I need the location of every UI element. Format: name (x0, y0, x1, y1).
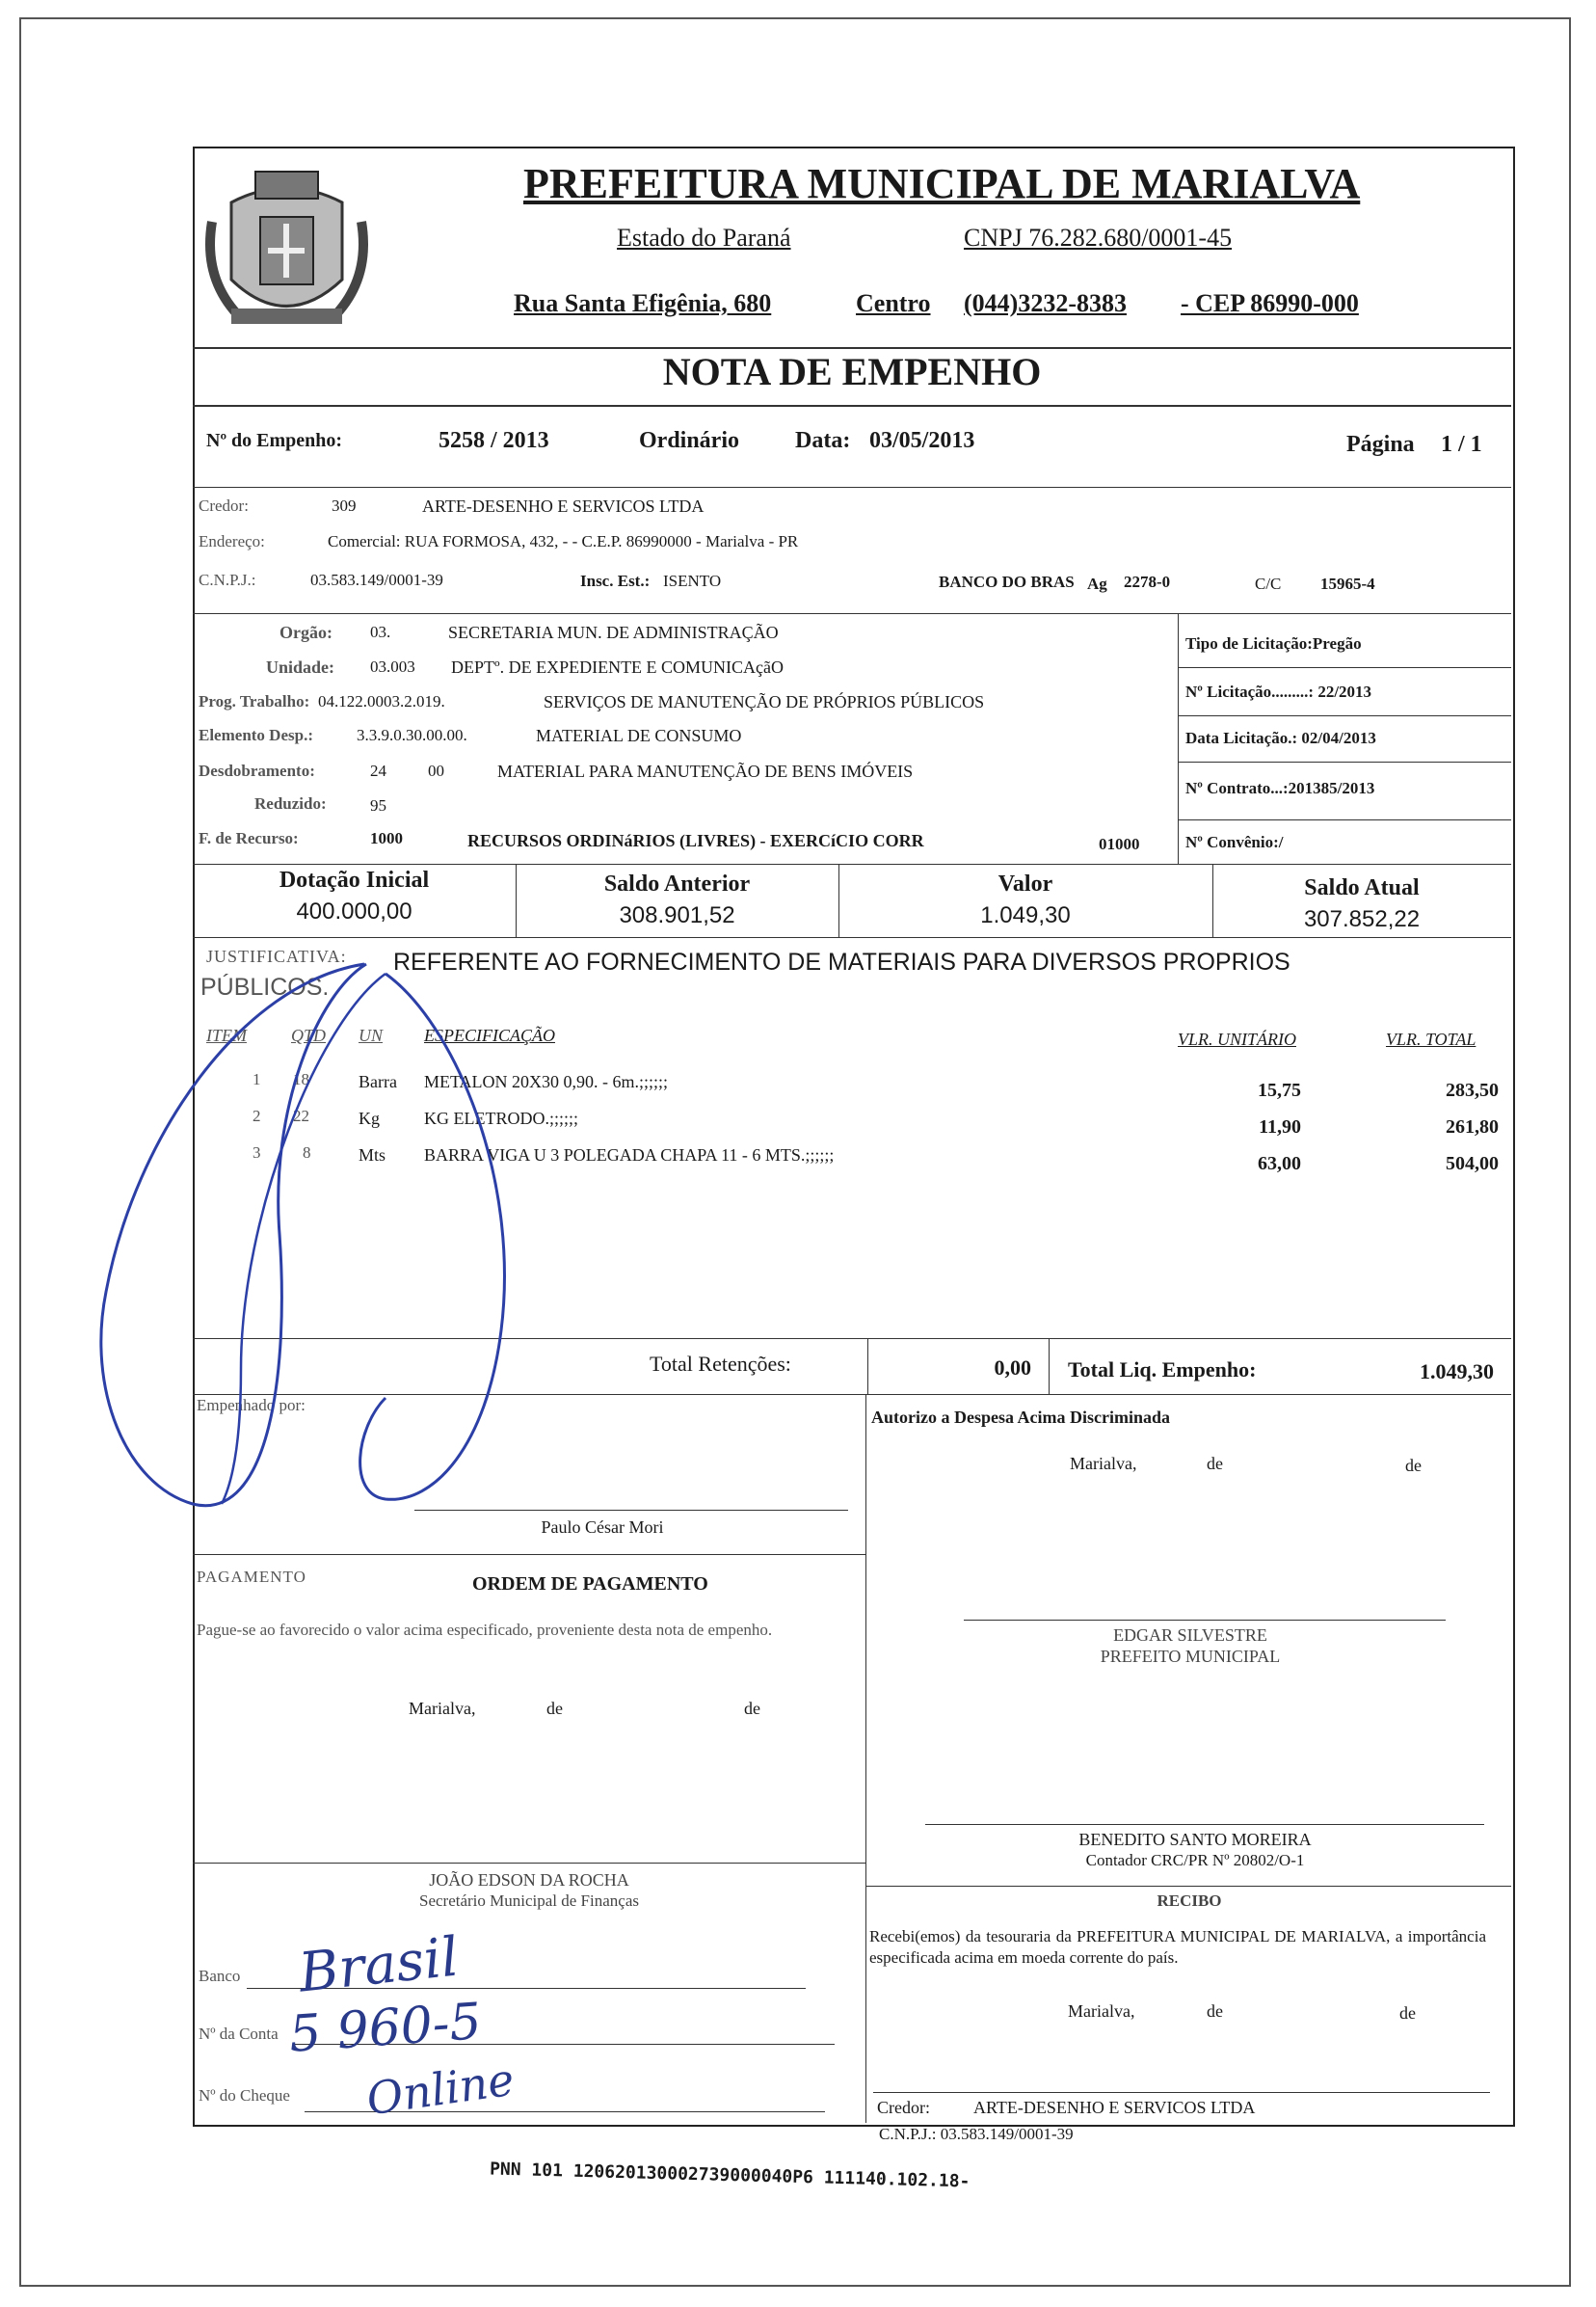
header-cnpj: CNPJ 76.282.680/0001-45 (964, 224, 1233, 252)
pagamento-de1: de (546, 1699, 563, 1718)
pagamento-label: PAGAMENTO (197, 1568, 306, 1586)
dotacao-inicial-label: Dotação Inicial (279, 868, 430, 893)
item-qtd: 8 (303, 1143, 311, 1162)
credor-bank: BANCO DO BRAS (939, 573, 1075, 591)
contador-name: BENEDITO SANTO MOREIRA (1078, 1830, 1312, 1849)
banco-label: Banco (199, 1967, 241, 1985)
conta-label: Nº da Conta (199, 2025, 279, 2043)
pagamento-de2: de (744, 1699, 760, 1718)
prog-name: SERVIÇOS DE MANUTENÇÃO DE PRÓPRIOS PÚBLICOS (544, 692, 985, 711)
header-cep: - CEP 86990-000 (1181, 289, 1359, 317)
handwritten-conta: 5 960-5 (287, 1993, 484, 2064)
items-header-un: UN (359, 1026, 384, 1045)
item-un: Barra (359, 1072, 397, 1091)
reduzido-label: Reduzido: (254, 794, 327, 813)
licitacao-convenio: Nº Convênio:/ (1185, 833, 1284, 851)
autorizo-city: Marialva, (1070, 1454, 1137, 1473)
items-header-qtd: QTD (291, 1026, 327, 1045)
ordem-pagamento-label: ORDEM DE PAGAMENTO (472, 1573, 708, 1595)
credor-code-label: Credor: (199, 496, 249, 515)
credor-code: 309 (332, 496, 357, 515)
credor-cnpj: 03.583.149/0001-39 (310, 571, 443, 589)
credor-sign-label: Credor: (877, 2098, 930, 2117)
dotacao-inicial-value: 400.000,00 (296, 899, 412, 925)
header-phone: (044)3232-8383 (964, 289, 1127, 317)
autorizo-de1: de (1207, 1454, 1223, 1473)
items-header-total: VLR. TOTAL (1386, 1030, 1476, 1049)
autorizo-text: Autorizo a Despesa Acima Discriminada (871, 1408, 1170, 1427)
pagamento-city: Marialva, (409, 1699, 476, 1718)
credor-name: ARTE-DESENHO E SERVICOS LTDA (422, 496, 705, 516)
credor-account: 15965-4 (1320, 575, 1375, 593)
item-qtd: 18 (293, 1070, 309, 1088)
licitacao-numero: Nº Licitação.........: 22/2013 (1185, 683, 1372, 701)
item-unit-value: 63,00 (1258, 1153, 1301, 1174)
item-spec: METALON 20X30 0,90. - 6m.;;;;;; (424, 1072, 669, 1091)
licitacao-tipo: Tipo de Licitação:Pregão (1185, 634, 1362, 653)
unidade-code: 03.003 (370, 657, 415, 676)
total-liquido-value: 1.049,30 (1420, 1359, 1494, 1383)
secretario-title: Secretário Municipal de Finanças (418, 1891, 639, 1910)
unidade-label: Unidade: (266, 657, 335, 677)
municipal-crest-icon (202, 164, 371, 347)
prog-code: 04.122.0003.2.019. (318, 692, 445, 711)
recibo-text: Recebi(emos) da tesouraria da PREFEITURA MUNICIPAL DE MARIALVA, a importância especificada acima em moeda corrente do país. (869, 1927, 1486, 1967)
handwritten-banco: Brasil (296, 1925, 462, 2005)
elemento-name: MATERIAL DE CONSUMO (536, 726, 742, 745)
item-spec: BARRA VIGA U 3 POLEGADA CHAPA 11 - 6 MTS.;;;;;; (424, 1145, 835, 1165)
recurso-code2: 01000 (1099, 835, 1140, 853)
credor-address: Comercial: RUA FORMOSA, 432, - - C.E.P. 86990000 - Marialva - PR (328, 532, 799, 550)
licitacao-data: Data Licitação.: 02/04/2013 (1185, 729, 1376, 747)
empenhado-label: Empenhado por: (197, 1396, 306, 1414)
valor-value: 1.049,30 (980, 902, 1071, 928)
items-header-item: ITEM (206, 1026, 247, 1045)
total-retencoes-label: Total Retenções: (650, 1352, 791, 1376)
page-label: Página (1346, 432, 1415, 457)
credor-agency-label: Ag (1087, 575, 1107, 593)
empenho-type: Ordinário (639, 428, 740, 453)
saldo-anterior-label: Saldo Anterior (603, 872, 751, 897)
desdobramento-label: Desdobramento: (199, 762, 315, 780)
item-number: 3 (253, 1143, 261, 1162)
justificativa-text-line2: PÚBLICOS. (200, 974, 330, 1001)
credor-address-label: Endereço: (199, 532, 265, 550)
orgao-name: SECRETARIA MUN. DE ADMINISTRAÇÃO (448, 623, 779, 642)
empenho-number: 5258 / 2013 (439, 428, 549, 453)
elemento-code: 3.3.9.0.30.00.00. (357, 726, 467, 744)
total-liquido-label: Total Liq. Empenho: (1068, 1357, 1257, 1382)
credor-cnpj-label: C.N.P.J.: (199, 571, 256, 589)
item-unit-value: 15,75 (1258, 1080, 1301, 1101)
total-retencoes-value: 0,00 (994, 1355, 1031, 1380)
item-number: 2 (253, 1107, 261, 1125)
saldo-atual-value: 307.852,22 (1303, 906, 1421, 932)
header-title: PREFEITURA MUNICIPAL DE MARIALVA (523, 160, 1361, 207)
reduzido-code: 95 (370, 796, 386, 815)
recibo-city: Marialva, (1068, 2001, 1135, 2021)
document-title: NOTA DE EMPENHO (662, 350, 1042, 393)
item-qtd: 22 (293, 1107, 309, 1125)
item-total-value: 504,00 (1446, 1153, 1499, 1174)
header-district: Centro (856, 289, 931, 317)
prefeito-name: EDGAR SILVESTRE (1113, 1625, 1267, 1645)
empenho-date: 03/05/2013 (869, 428, 975, 453)
item-total-value: 261,80 (1446, 1116, 1499, 1138)
credor-insc: ISENTO (663, 572, 722, 590)
empenhado-name: Paulo César Mori (541, 1517, 664, 1537)
item-spec: KG ELETRODO.;;;;;; (424, 1109, 578, 1128)
saldo-atual-label: Saldo Atual (1304, 875, 1420, 900)
recibo-de2: de (1399, 2003, 1416, 2023)
recibo-de1: de (1207, 2001, 1223, 2021)
recibo-label: RECIBO (1157, 1891, 1222, 1910)
desdobramento-code: 24 (370, 762, 386, 780)
saldo-anterior-value: 308.901,52 (619, 902, 735, 928)
unidade-name: DEPTº. DE EXPEDIENTE E COMUNICAçãO (451, 657, 785, 677)
empenho-date-label: Data: (795, 428, 851, 453)
item-number: 1 (253, 1070, 261, 1088)
licitacao-contrato: Nº Contrato...:201385/2013 (1185, 779, 1375, 797)
item-total-value: 283,50 (1446, 1080, 1499, 1101)
autorizo-de2: de (1405, 1456, 1422, 1475)
credor-sign-cnpj: C.N.P.J.: 03.583.149/0001-39 (879, 2125, 1074, 2143)
header-address: Rua Santa Efigênia, 680 (514, 289, 772, 317)
recurso-label: F. de Recurso: (199, 829, 299, 847)
prog-label: Prog. Trabalho: (199, 692, 310, 711)
item-un: Kg (359, 1109, 380, 1128)
desdobramento-sub: 00 (428, 762, 444, 780)
items-header-unit: VLR. UNITÁRIO (1178, 1030, 1296, 1049)
page-number: 1 / 1 (1441, 432, 1482, 457)
empenho-number-label: Nº do Empenho: (206, 430, 343, 451)
pague-text: Pague-se ao favorecido o valor acima especificado, proveniente desta nota de empenho. (197, 1621, 773, 1639)
item-un: Mts (359, 1145, 386, 1165)
header-state: Estado do Paraná (617, 224, 791, 252)
contador-title: Contador CRC/PR Nº 20802/O-1 (1085, 1851, 1305, 1869)
footer-barcode-text: PNN 101 120620130002739000040P6 111140.102.18- (489, 2159, 971, 2192)
cheque-label: Nº do Cheque (199, 2086, 290, 2105)
elemento-label: Elemento Desp.: (199, 726, 313, 744)
credor-insc-label: Insc. Est.: (580, 572, 651, 590)
valor-label: Valor (998, 872, 1053, 897)
desdobramento-name: MATERIAL PARA MANUTENÇÃO DE BENS IMÓVEIS (497, 762, 914, 781)
credor-agency: 2278-0 (1124, 573, 1171, 591)
secretario-name: JOÃO EDSON DA ROCHA (429, 1870, 629, 1890)
item-unit-value: 11,90 (1259, 1116, 1301, 1138)
justificativa-text-line1: REFERENTE AO FORNECIMENTO DE MATERIAIS PARA DIVERSOS PROPRIOS (393, 949, 1290, 976)
credor-account-label: C/C (1255, 575, 1282, 593)
recurso-name: RECURSOS ORDINáRIOS (LIVRES) - EXERCíCIO CORR (467, 831, 924, 850)
handwritten-cheque: Online (362, 2052, 518, 2126)
items-header-spec: ESPECIFICAÇÃO (424, 1026, 555, 1045)
prefeito-title: PREFEITO MUNICIPAL (1100, 1647, 1281, 1666)
orgao-label: Orgão: (279, 623, 332, 642)
orgao-code: 03. (370, 623, 391, 641)
credor-sign-name: ARTE-DESENHO E SERVICOS LTDA (973, 2098, 1256, 2117)
recurso-code: 1000 (370, 829, 403, 847)
justificativa-label: JUSTIFICATIVA: (206, 947, 347, 966)
